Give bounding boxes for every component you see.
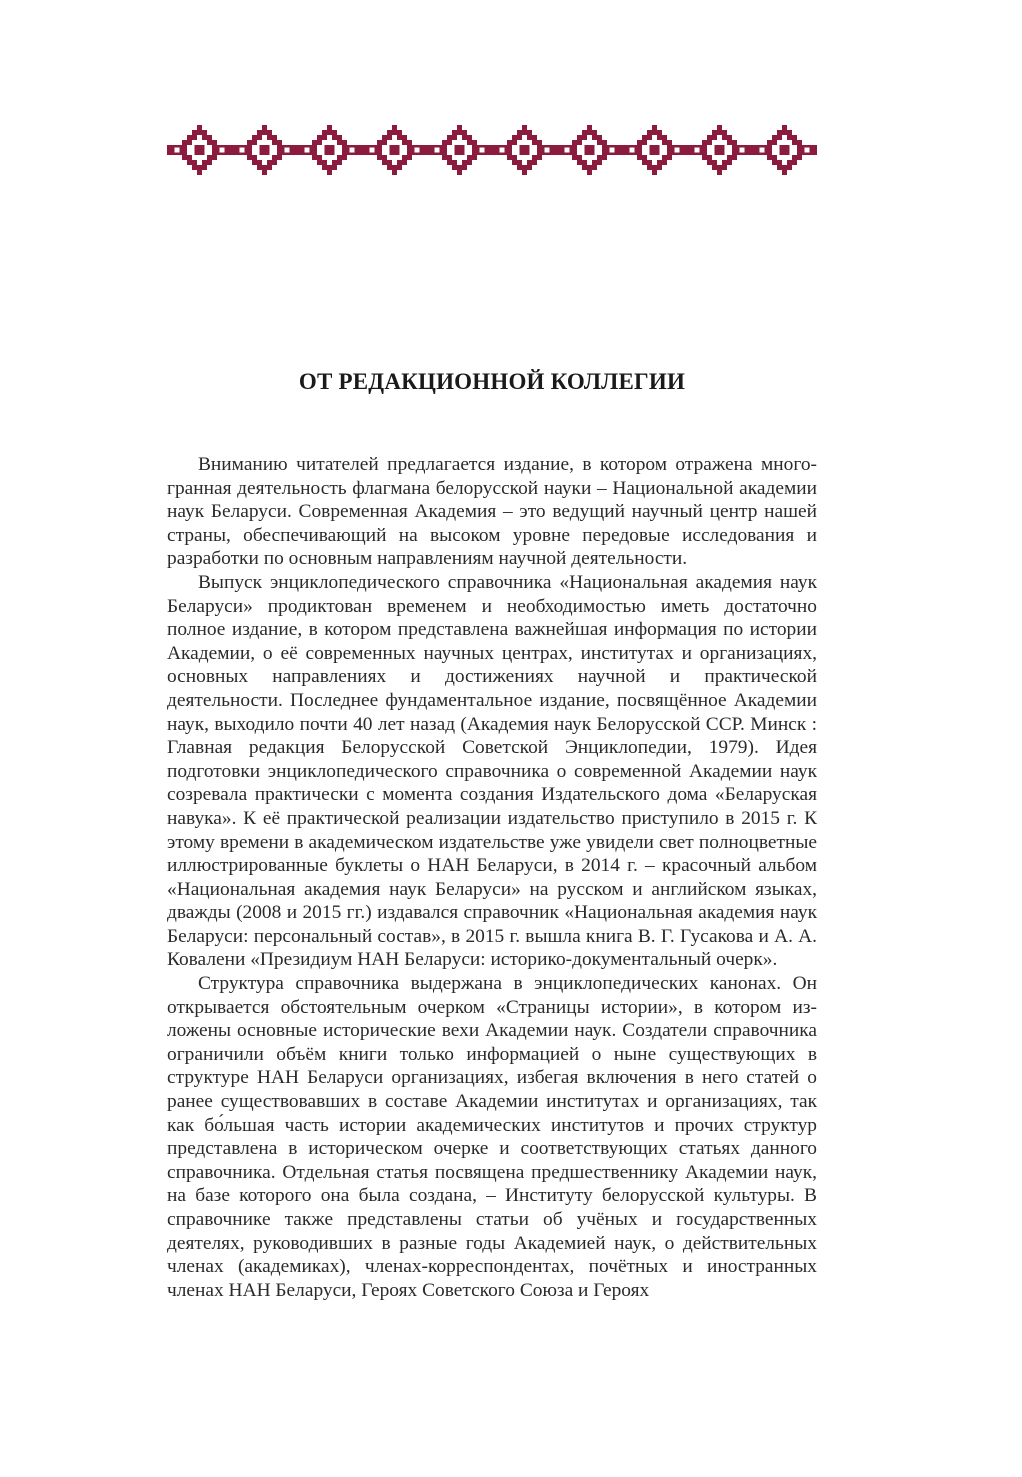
ornament-inner-row	[582, 155, 597, 160]
ornament-diamond-row	[522, 125, 527, 130]
ornament-band	[167, 125, 817, 175]
ornament-inner-row	[192, 155, 207, 160]
ornament-inner-row	[327, 135, 332, 140]
ornament-band-graphic	[167, 125, 817, 175]
ornament-diamond-row	[327, 170, 332, 175]
ornament-side-notch	[175, 148, 180, 153]
ornament-center-dot	[325, 145, 335, 155]
ornament-center-dot	[455, 145, 465, 155]
ornament-inner-row	[652, 160, 657, 165]
ornament-diamond-row	[197, 170, 202, 175]
ornament-inner-row	[262, 160, 267, 165]
ornament-diamond-row	[327, 125, 332, 130]
ornament-motif	[305, 125, 355, 175]
ornament-center-dot	[650, 145, 660, 155]
ornament-side-notch	[740, 148, 745, 153]
ornament-side-notch	[565, 148, 570, 153]
ornament-inner-row	[262, 135, 267, 140]
paragraph: Выпуск энциклопедического справочника «Национальная академия наук Беларуси» продиктован временем и необходимостью иметь достаточно полное издание, в котором представлена важнейшая информация по истории Академии, о её современных научных центрах, институтах и организациях, основных направлениях и достижениях научной и практической деятельности. Последнее фундаментальное издание, посвящённое Академии наук, выходило почти 40 лет назад (Академия наук Белорусской ССР. Минск : Главная редакция Белорусской Советской Энциклопедии, 1979). Идея подготовки энциклопедического справочника о современной Академии наук созревала практически с момента создания Издательского дома «Беларуская навука». К её практической реализации издательство приступило в 2015 г. К этому времени в академическом издательстве уже увидели свет полноцветные иллюстрированные буклеты о НАН Беларуси, в 2014 г. – красочный альбом «Национальная академия наук Беларуси» на русском и английском языках, дважды (2008 и 2015 гг.) издавался справочник «Национальная академия наук Беларуси: персональный состав», в 2015 г. вышла книга В. Г. Гусакова и А. А. Ковалени «Президиум НАН Беларуси: историко-документальный очерк».	[167, 571, 817, 971]
ornament-side-notch	[760, 148, 765, 153]
ornament-diamond-row	[262, 125, 267, 130]
ornament-side-notch	[500, 148, 505, 153]
ornament-diamond-row	[717, 170, 722, 175]
ornament-inner-row	[257, 155, 272, 160]
ornament-side-notch	[480, 148, 485, 153]
ornament-diamond-row	[457, 170, 462, 175]
ornament-motif	[630, 125, 680, 175]
paragraph: Структура справочника выдержана в энциклопедических канонах. Он открывается обстоятельным очерком «Страницы истории», в котором изложены основные исторические вехи Академии наук. Создатели справочника ограничили объём книги только информацией о ныне существующих в структуре НАН Беларуси организациях, избегая включения в него статей о ранее существовавших в составе Академии институтах и организациях, так как бо́льшая часть истории академических институтов и прочих структур представлена в историческом очерке и соответствующих статьях данного справочника. Отдельная статья посвящена предшественнику Академии наук, на базе которого она была создана, – Институту белорусской культуры. В справочнике также представлены статьи об учёных и государственных деятелях, руководивших в разные годы Академией наук, о действительных членах (академиках), членах-корреспондентах, почётных и иностранных членах НАН Беларуси, Героях Советского Союза и Героях	[167, 973, 817, 1301]
ornament-inner-row	[387, 155, 402, 160]
ornament-side-notch	[695, 148, 700, 153]
ornament-diamond-row	[652, 125, 657, 130]
ornament-inner-row	[192, 140, 207, 145]
ornament-diamond-row	[717, 125, 722, 130]
ornament-inner-row	[712, 155, 727, 160]
ornament-side-notch	[240, 148, 245, 153]
ornament-inner-row	[392, 160, 397, 165]
ornament-inner-row	[452, 140, 467, 145]
ornament-motif	[435, 125, 485, 175]
ornament-center-dot	[195, 145, 205, 155]
ornament-side-notch	[220, 148, 225, 153]
ornament-inner-row	[517, 155, 532, 160]
ornament-inner-row	[712, 140, 727, 145]
ornament-center-dot	[260, 145, 270, 155]
ornament-diamond-row	[192, 130, 207, 135]
ornament-diamond-row	[587, 125, 592, 130]
ornament-diamond-row	[262, 170, 267, 175]
ornament-inner-row	[452, 155, 467, 160]
ornament-side-notch	[675, 148, 680, 153]
ornament-diamond-row	[257, 130, 272, 135]
ornament-diamond-row	[712, 165, 727, 170]
ornament-inner-row	[647, 155, 662, 160]
ornament-diamond-row	[517, 130, 532, 135]
ornament-side-notch	[630, 148, 635, 153]
ornament-diamond-row	[647, 130, 662, 135]
ornament-diamond-row	[197, 125, 202, 130]
ornament-diamond-row	[387, 165, 402, 170]
ornament-center-dot	[520, 145, 530, 155]
body-text	[167, 453, 817, 1302]
ornament-inner-row	[782, 160, 787, 165]
ornament-diamond-row	[777, 130, 792, 135]
paragraph: Вниманию читателей предлагается издание, в котором отражена многогранная деятельность флагмана белорусской науки – Национальной академии наук Беларуси. Современная Академия – это ведущий научный центр нашей страны, обеспечивающий на высоком уровне передовые исследования и разработки по основным направлениям научной деятельности.	[167, 454, 817, 570]
ornament-motif	[370, 125, 420, 175]
ornament-inner-row	[197, 160, 202, 165]
ornament-inner-row	[457, 160, 462, 165]
ornament-inner-row	[327, 160, 332, 165]
ornament-inner-row	[322, 155, 337, 160]
ornament-diamond-row	[392, 170, 397, 175]
ornament-diamond-row	[192, 165, 207, 170]
ornament-inner-row	[197, 135, 202, 140]
page-heading: ОТ РЕДАКЦИОННОЙ КОЛЛЕГИИ	[298, 369, 686, 394]
ornament-center-dot	[390, 145, 400, 155]
ornament-diamond-row	[392, 125, 397, 130]
ornament-center-dot	[585, 145, 595, 155]
ornament-motif	[500, 125, 550, 175]
ornament-inner-row	[522, 135, 527, 140]
ornament-diamond-row	[647, 165, 662, 170]
ornament-side-notch	[545, 148, 550, 153]
ornament-motif	[760, 125, 810, 175]
ornament-inner-row	[322, 140, 337, 145]
ornament-inner-row	[652, 135, 657, 140]
ornament-inner-row	[392, 135, 397, 140]
ornament-inner-row	[457, 135, 462, 140]
ornament-side-notch	[370, 148, 375, 153]
ornament-inner-row	[517, 140, 532, 145]
ornament-diamond-row	[457, 125, 462, 130]
ornament-inner-row	[717, 160, 722, 165]
ornament-diamond-row	[322, 165, 337, 170]
ornament-inner-row	[717, 135, 722, 140]
ornament-diamond-row	[387, 130, 402, 135]
ornament-diamond-row	[782, 170, 787, 175]
ornament-motif	[240, 125, 290, 175]
ornament-inner-row	[777, 155, 792, 160]
ornament-diamond-row	[582, 165, 597, 170]
ornament-diamond-row	[452, 130, 467, 135]
ornament-motif	[695, 125, 745, 175]
ornament-side-notch	[805, 148, 810, 153]
ornament-center-dot	[715, 145, 725, 155]
ornament-diamond-row	[782, 125, 787, 130]
ornament-inner-row	[782, 135, 787, 140]
ornament-motif	[175, 125, 225, 175]
ornament-side-notch	[305, 148, 310, 153]
ornament-diamond-row	[587, 170, 592, 175]
ornament-inner-row	[387, 140, 402, 145]
ornament-motif	[565, 125, 615, 175]
ornament-diamond-row	[522, 170, 527, 175]
ornament-diamond-row	[452, 165, 467, 170]
ornament-inner-row	[582, 140, 597, 145]
ornament-diamond-row	[777, 165, 792, 170]
ornament-side-notch	[415, 148, 420, 153]
ornament-diamond-row	[652, 170, 657, 175]
ornament-diamond-row	[322, 130, 337, 135]
ornament-center-dot	[780, 145, 790, 155]
ornament-side-notch	[350, 148, 355, 153]
ornament-inner-row	[647, 140, 662, 145]
ornament-inner-row	[257, 140, 272, 145]
ornament-diamond-row	[257, 165, 272, 170]
ornament-side-notch	[435, 148, 440, 153]
ornament-inner-row	[587, 160, 592, 165]
ornament-side-notch	[610, 148, 615, 153]
ornament-diamond-row	[517, 165, 532, 170]
ornament-side-notch	[285, 148, 290, 153]
ornament-diamond-row	[582, 130, 597, 135]
ornament-inner-row	[587, 135, 592, 140]
ornament-inner-row	[522, 160, 527, 165]
ornament-inner-row	[777, 140, 792, 145]
ornament-diamond-row	[712, 130, 727, 135]
